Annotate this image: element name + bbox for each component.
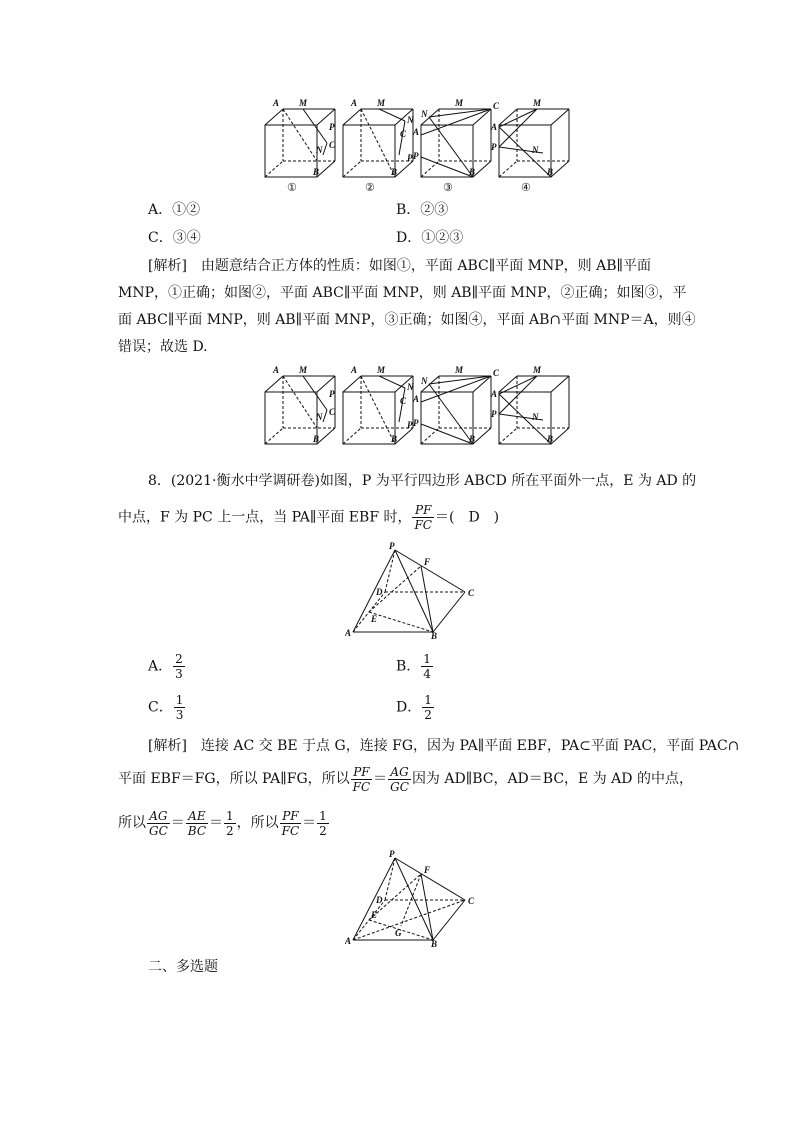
q8-stem-fraction: $\frac{PF}{FC}$ <box>414 503 432 532</box>
cube3s-label-b: B <box>469 434 476 444</box>
cube3-label-b: B <box>469 167 476 177</box>
cube2s-label-p: P <box>407 420 413 430</box>
q7-analysis-line-1: [解析] 由题意结合正方体的性质：如图①，平面 ABC∥平面 MNP，则 AB∥平面 <box>148 258 651 274</box>
cube-figure-2 <box>343 109 413 177</box>
cube4-label-m: M <box>533 98 542 108</box>
pyr-label-c: C <box>468 588 475 598</box>
q8-analysis-line-1: [解析] 连接 AC 交 BE 于点 G，连接 FG，因为 PA∥平面 EBF，PA⊂平面 PAC，平面 PAC∩ <box>148 738 740 754</box>
cube1-label-b: B <box>313 167 320 177</box>
cube4s-label-a: A <box>491 389 498 399</box>
cube1s-label-b: B <box>313 434 320 444</box>
cube2-label-b: B <box>391 167 398 177</box>
pyr2-label-g: G <box>395 928 402 938</box>
cube3s-label-p: P <box>413 418 419 428</box>
q8-option-c: C． $\frac{1}{3}$ <box>148 693 184 722</box>
cube1-caption: ① <box>287 182 297 194</box>
cube3s-label-c: C <box>493 368 500 378</box>
pyr2-label-d: D <box>376 895 383 905</box>
q8-option-d: D． $\frac{1}{2}$ <box>396 693 432 722</box>
q7-option-c: C．③④ <box>148 230 201 246</box>
cube2-caption: ② <box>365 182 375 194</box>
pyr-label-p: P <box>389 541 395 551</box>
pyr2-label-a: A <box>345 936 352 946</box>
cube1s-label-a: A <box>273 365 280 375</box>
q8-stem-line-1: 8．(2021·衡水中学调研卷)如图，P 为平行四边形 ABCD 所在平面外一点，E 为 AD 的 <box>148 473 697 489</box>
cube2s-label-c: C <box>400 396 407 406</box>
q7-option-a: A．①② <box>148 202 201 218</box>
cube1-label-c: C <box>329 140 336 150</box>
cube4-label-n: N <box>532 145 539 155</box>
cube2-label-n: N <box>407 115 414 125</box>
q8-stem-line-2: 中点，F 为 PC 上一点，当 PA∥平面 EBF 时， $\frac{PF}{FC}$ ＝( D ) <box>118 503 500 532</box>
cube3-label-m: M <box>455 98 464 108</box>
q8-option-a: A． $\frac{2}{3}$ <box>148 652 183 681</box>
pyr-label-e: E <box>371 614 378 624</box>
cube4s-label-m: M <box>533 365 542 375</box>
section-title: 二、多选题 <box>148 959 218 975</box>
cube4-label-b: B <box>547 167 554 177</box>
cube2s-label-a: A <box>351 365 358 375</box>
cube3s-label-a: A <box>413 394 420 404</box>
pyr2-label-b: B <box>431 939 438 948</box>
cube2-label-p: P <box>407 153 413 163</box>
pyr2-label-p: P <box>389 849 395 859</box>
pyramid-figure-question <box>345 540 485 640</box>
cube1-label-m: M <box>299 98 308 108</box>
cube4-label-a: A <box>491 122 498 132</box>
pyr2-label-e: E <box>371 910 378 920</box>
cube1s-label-c: C <box>329 407 336 417</box>
cube2-label-m: M <box>377 98 386 108</box>
cube4-label-p: P <box>491 142 497 152</box>
q7-analysis-line-3: 面 ABC∥平面 MNP，则 AB∥平面 MNP，③正确；如图④，平面 AB∩平面 MNP＝A，则④ <box>118 312 696 328</box>
pyr-label-d: D <box>376 587 383 597</box>
pyr-label-a: A <box>345 628 352 638</box>
cube-figure-1 <box>265 109 335 177</box>
cube-figure-3 <box>421 109 491 177</box>
cube3-label-p: P <box>413 151 419 161</box>
cube1-label-a: A <box>273 98 280 108</box>
pyr-label-f: F <box>424 557 431 567</box>
cube2s-label-n: N <box>407 382 414 392</box>
q8-analysis-line-2: 平面 EBF＝FG，所以 PA∥FG，所以 $\frac{PF}{FC}$ ＝ $\frac{AG}{GC}$ 因为 AD∥BC，AD＝BC，E 为 AD 的中点， <box>118 764 693 794</box>
cube4s-label-n: N <box>532 412 539 422</box>
cube4-caption: ④ <box>521 182 531 194</box>
cube3-label-a: A <box>413 127 420 137</box>
cube1s-label-p: P <box>329 389 335 399</box>
cube2s-label-b: B <box>391 434 398 444</box>
q7-option-b: B．②③ <box>396 202 449 218</box>
q8-analysis-line-3: 所以 $\frac{AG}{GC}$ ＝ $\frac{AE}{BC}$ ＝ $\frac{1}{2}$ ，所以 $\frac{PF}{FC}$ ＝ $\frac{1}{2}$ <box>118 808 327 838</box>
cube3s-label-m: M <box>455 365 464 375</box>
cube1-label-n: N <box>316 145 323 155</box>
cube-figures-solution <box>255 362 575 452</box>
cube3-label-n: N <box>421 109 428 119</box>
cube3-label-c: C <box>493 101 500 111</box>
cube4s-label-p: P <box>491 409 497 419</box>
cube1s-label-n: N <box>316 412 323 422</box>
cube1s-label-m: M <box>299 365 308 375</box>
cube1-label-p: P <box>329 122 335 132</box>
cube2-label-a: A <box>351 98 358 108</box>
cube-figure-4 <box>499 109 569 177</box>
pyramid-figure-solution <box>345 848 485 948</box>
cube3s-label-n: N <box>421 376 428 386</box>
cube2s-label-m: M <box>377 365 386 375</box>
cube-figures-top <box>255 95 575 195</box>
pyr2-label-f: F <box>424 865 431 875</box>
cube4s-label-b: B <box>547 434 554 444</box>
pyr-label-b: B <box>431 631 438 640</box>
cube3-caption: ③ <box>443 182 453 194</box>
q7-analysis-line-2: MNP，①正确；如图②，平面 ABC∥平面 MNP，则 AB∥平面 MNP，②正确；如图③，平 <box>118 285 687 301</box>
pyr2-label-c: C <box>468 896 475 906</box>
q8-option-b: B． $\frac{1}{4}$ <box>396 652 431 681</box>
cube2-label-c: C <box>400 129 407 139</box>
q7-option-d: D．①②③ <box>396 230 464 246</box>
q7-analysis-line-4: 错误；故选 D. <box>118 339 208 355</box>
